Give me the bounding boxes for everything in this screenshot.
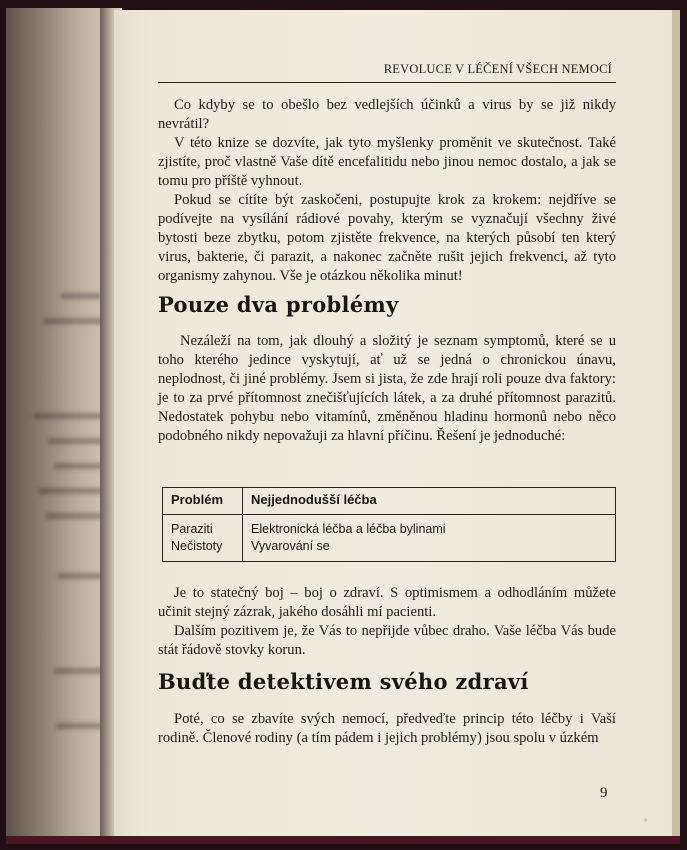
intro-paragraph-3: Pokud se cítíte být zaskočeni, postupujte krok za krokem: nejdříve se podívejte na vysílání rádiové povahy, kterým se vyznačují všechny živé bytosti beze zbytku, potom zjistěte frekvence, na kterých působí ten který virus, bakterie, či parazit, a nakonec začněte rušit jejich frekvenci, až tyto organismy zahynou. Vše je otázkou několika minut! bbox=[158, 192, 616, 284]
running-head: REVOLUCE V LÉČENÍ VŠECH NEMOCÍ bbox=[383, 62, 612, 76]
table-cell-problems bbox=[163, 515, 243, 562]
cell-problem-impurities: Nečistoty bbox=[171, 539, 223, 553]
table-row bbox=[163, 515, 616, 562]
header-rule bbox=[158, 82, 616, 83]
section1-text bbox=[158, 332, 616, 446]
after-table-paragraph-2: Dalším pozitivem je, že Vás to nepřijde vůbec draho. Vaše léčba Vás bude stát řádově stovky korun. bbox=[158, 623, 616, 658]
table-header-problem: Problém bbox=[163, 488, 243, 515]
cell-problem-parasites: Paraziti bbox=[171, 522, 213, 536]
after-table-paragraph-1: Je to statečný boj – boj o zdraví. S optimismem a odhodláním můžete učinit stejný zázrak, jakého dosáhli mí pacienti. bbox=[158, 585, 616, 620]
paper-speck bbox=[394, 260, 397, 263]
book-cover-edge bbox=[6, 836, 680, 844]
section2-paragraph: Poté, co se zbavíte svých nemocí, předveďte princip této léčby i Vaší rodině. Členové rodiny (a tím pádem i jejich problémy) jsou spolu v úzkém bbox=[158, 711, 616, 746]
table-header-row bbox=[163, 488, 616, 515]
page-stack-edge bbox=[672, 10, 680, 838]
section-heading-two-problems: Pouze dva problémy bbox=[158, 292, 399, 317]
paper-speck bbox=[644, 818, 647, 822]
left-page-edge bbox=[6, 8, 106, 838]
section2-text bbox=[158, 710, 616, 748]
cell-treatment-avoidance: Vyvarování se bbox=[251, 539, 330, 553]
intro-paragraph-2: V této knize se dozvíte, jak tyto myšlenky proměnit ve skutečnost. Také zjistíte, proč vlastně Vaše dítě encefalitidu nebo jinou nemoc dostalo, a jak se tomu pro příště vyhnout. bbox=[158, 135, 616, 189]
table-header-treatment: Nejjednodušší léčba bbox=[243, 488, 616, 515]
cell-treatment-electronic: Elektronická léčba a léčba bylinami bbox=[251, 522, 446, 536]
intro-paragraph-1: Co kdyby se to obešlo bez vedlejších účinků a virus by se již nikdy nevrátil? bbox=[158, 97, 616, 132]
table-cell-treatments bbox=[243, 515, 616, 562]
after-table-text bbox=[158, 584, 616, 660]
treatment-table bbox=[162, 487, 616, 562]
intro-text bbox=[158, 96, 616, 286]
page-number: 9 bbox=[600, 785, 608, 801]
section1-paragraph: Nezáleží na tom, jak dlouhý a složitý je seznam symptomů, které se u toho kterého jedince vyskytují, ať už se jedná o chronickou únavu, neplodnost, či jiné problémy. Jsem si jista, že zde hrají roli pouze dva faktory: je to za prvé přítomnost znečišťujících látek, a za druhé přítomnost parazitů. Nedostatek pohybu nebo vitamínů, změněnou hladinu hormonů nebo něco podobného nikdy nepovažuji za hlavní příčinu. Řešení je jednoduché: bbox=[158, 333, 616, 444]
right-page bbox=[114, 10, 672, 838]
section-heading-health-detective: Buďte detektivem svého zdraví bbox=[158, 669, 529, 694]
